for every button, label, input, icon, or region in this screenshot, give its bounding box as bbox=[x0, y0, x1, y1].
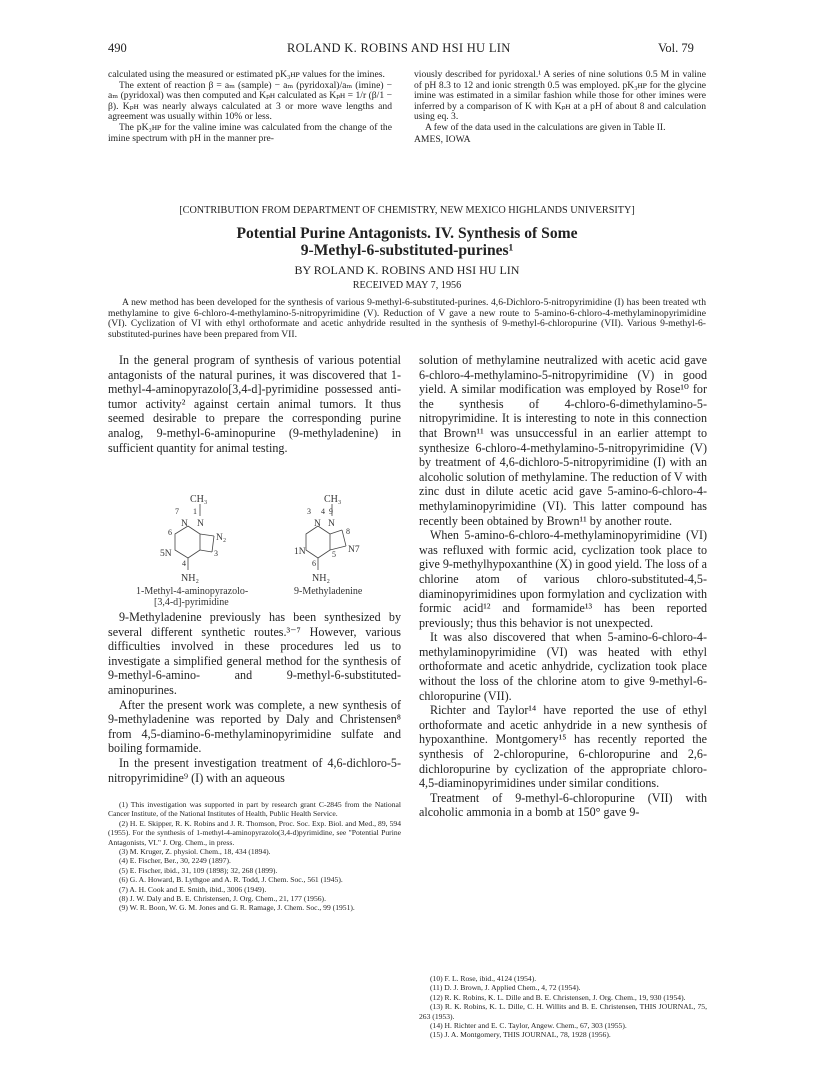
svg-text:1-Methyl-4-aminopyrazolo-: 1-Methyl-4-aminopyrazolo- bbox=[136, 586, 249, 597]
chemical-structures bbox=[108, 490, 401, 608]
footnote: (15) J. A. Montgomery, THIS JOURNAL, 78, 1928 (1956). bbox=[430, 1030, 611, 1040]
paragraph: solution of methylamine neutralized with acetic acid gave 6-chloro-4-methylamino-5-nitropyrimidine (V) in good yield. A similar modification was employed by Rose¹⁰ for the synthesis of 4-chloro-6-dimethylamino-5-nitropyrimidine. It is interesting to note in this connection that Brown¹¹ was unsuccessful in an earlier attempt to synthesize 6-chloro-4-methylamino-5-nitropyrimidine (V) by treatment of 4,6-dichloro-5-nitropyrimidine (I) with an alcoholic solution of methylamine. The reduction of V with zinc dust in dilute acetic acid gave 5-amino-6-chloro-4-methylaminopyrimidine (VI). This latter compound has recently been obtained by Brown¹¹ by another route. bbox=[419, 353, 707, 528]
left-column-top bbox=[108, 353, 401, 455]
svg-text:6: 6 bbox=[168, 528, 172, 537]
footnote: (6) G. A. Howard, B. Lythgoe and A. R. Todd, J. Chem. Soc., 561 (1945). bbox=[119, 875, 343, 885]
footnote: (2) H. E. Skipper, R. K. Robins and J. R. Thomson, Proc. Soc. Exp. Biol. and Med., 89, 594 (1955). For the synthesis of 1-methyl-4-aminopyrazolo(3,4-d)pyrimidine, see "Potential Purine Antagonists, VI." J. Org. Chem., in press. bbox=[108, 818, 401, 847]
volume: Vol. 79 bbox=[658, 41, 694, 55]
svg-text:N: N bbox=[328, 519, 335, 529]
svg-text:[3,4-d]-pyrimidine: [3,4-d]-pyrimidine bbox=[154, 597, 229, 608]
paragraph: calculated using the measured or estimated pK₃ʜᴘ values for the imines. bbox=[108, 69, 385, 80]
footnote: (12) R. K. Robins, K. L. Dille and B. E. Christensen, J. Org. Chem., 19, 930 (1954). bbox=[430, 992, 686, 1002]
footnote: (13) R. K. Robins, K. L. Dille, C. H. Willits and B. E. Christensen, THIS JOURNAL, 75, 263 (1953). bbox=[419, 1002, 707, 1021]
top-left-column bbox=[108, 70, 392, 144]
svg-text:4: 4 bbox=[182, 559, 186, 568]
footnote: (10) F. L. Rose, ibid., 4124 (1954). bbox=[430, 974, 537, 983]
footnote: (9) W. R. Boon, W. G. M. Jones and G. R. Ramage, J. Chem. Soc., 99 (1951). bbox=[119, 903, 355, 913]
running-title: ROLAND K. ROBINS AND HSI HU LIN bbox=[287, 41, 511, 55]
footnote: (8) J. W. Daly and B. E. Christensen, J. Org. Chem., 21, 177 (1956). bbox=[119, 894, 326, 904]
svg-text:CH₃: CH₃ bbox=[324, 494, 342, 505]
paragraph: The extent of reaction β = aₘ (sample) − aₘ (pyridoxal)/aₘ (imine) − aₘ (pyridoxal) was then computed and Kₚʜ calculated as Kₚʜ = 1/r (β/1 − β). Kₚʜ was nearly always calculated at 3 or more wave lengths and agreement was usually within 10% or less. bbox=[108, 79, 392, 123]
paragraph: It was also discovered that when 5-amino-6-chloro-4-methylaminopyrimidine (VI) was heated with ethyl orthoformate and acetic anhydride, cyclization took place without the loss of the chlorine atom to give 9-methyl-6-chloropurine (VII). bbox=[419, 630, 707, 703]
svg-text:1N: 1N bbox=[294, 547, 306, 557]
title-line: Potential Purine Antagonists. IV. Synthesis of Some bbox=[236, 225, 578, 242]
svg-text:N: N bbox=[314, 519, 321, 529]
svg-text:5N: 5N bbox=[160, 549, 172, 559]
title-line: 9-Methyl-6-substituted-purines¹ bbox=[300, 242, 514, 259]
byline: BY ROLAND K. ROBINS AND HSI HU LIN bbox=[294, 263, 520, 277]
svg-text:6: 6 bbox=[312, 559, 316, 568]
methyladenine-structure bbox=[294, 494, 363, 597]
svg-text:1: 1 bbox=[193, 507, 197, 516]
footnote: (5) E. Fischer, ibid., 31, 109 (1898); 32, 268 (1899). bbox=[119, 865, 278, 875]
article-title bbox=[108, 225, 706, 259]
footnote: (1) This investigation was supported in part by research grant C-2845 from the National Cancer Institute, of the National Institutes of Health, Public Health Service. bbox=[108, 800, 401, 819]
abstract: A new method has been developed for the synthesis of various 9-methyl-6-substituted-purines. 4,6-Dichloro-5-nitropyrimidine (I) has been treated wth methylamine to give 6-chloro-4-methylamino-5-nitropyrimidine (V). Reduction of V gave a new route to 5-amino-6-chloro-4-methylaminopyrimidine (VI). Cyclization of VI with ethyl orthoformate and acetic anhydride resulted in the synthesis of 9-methyl-6-chloropurine (VII). Various 9-methyl-6-substituted-purines have been prepared from VII. bbox=[108, 297, 706, 340]
footnote: (7) A. H. Cook and E. Smith, ibid., 3006 (1949). bbox=[119, 884, 267, 894]
svg-text:N₂: N₂ bbox=[216, 533, 227, 543]
paragraph: Treatment of 9-methyl-6-chloropurine (VII) with alcoholic ammonia in a bomb at 150° gave 9- bbox=[419, 790, 707, 820]
svg-text:4: 4 bbox=[321, 507, 325, 516]
left-column-bottom bbox=[108, 610, 401, 785]
svg-text:7: 7 bbox=[175, 507, 179, 516]
footnote: (3) M. Kruger, Z. physiol. Chem., 18, 434 (1894). bbox=[119, 847, 271, 857]
received-date: RECEIVED MAY 7, 1956 bbox=[352, 280, 462, 291]
svg-text:9: 9 bbox=[329, 507, 333, 516]
footnote: (4) E. Fischer, Ber., 30, 2249 (1897). bbox=[119, 856, 231, 866]
page-number: 490 bbox=[108, 41, 127, 55]
svg-text:3: 3 bbox=[307, 507, 311, 516]
svg-text:N7: N7 bbox=[348, 545, 360, 555]
right-footnotes bbox=[419, 974, 707, 1040]
svg-text:5: 5 bbox=[332, 550, 336, 559]
top-right-column bbox=[414, 70, 706, 145]
location: AMES, IOWA bbox=[414, 133, 471, 145]
svg-text:CH₃: CH₃ bbox=[190, 494, 208, 505]
right-column bbox=[419, 353, 707, 820]
paragraph: When 5-amino-6-chloro-4-methylaminopyrimidine (VI) was refluxed with formic acid, cyclization took place to give 9-methylhypoxanthine (X) in good yield. The loss of a chlorine atom of various chloro-substituted-4,5-diaminopyrimidines upon formylation and cyclization with formic acid¹² and formamide¹³ has been reported previously; thus this behavior is not unexpected. bbox=[419, 528, 707, 630]
svg-text:3: 3 bbox=[214, 549, 218, 558]
footnote: (14) H. Richter and E. C. Taylor, Angew. Chem., 67, 303 (1955). bbox=[430, 1021, 627, 1031]
paragraph: In the present investigation treatment of 4,6-dichloro-5-nitropyrimidine⁹ (I) with an aqueous bbox=[108, 755, 401, 785]
paragraph: Richter and Taylor¹⁴ have reported the use of ethyl orthoformate and acetic anhydride in a new synthesis of hypoxanthine. Montgomery¹⁵ has recently reported the synthesis of 2-chloropurine, 6-chloropurine and 2,6-dichloropurine by cyclization of the appropriate chloro-4,5-diaminopyrimidines under similar conditions. bbox=[419, 703, 707, 791]
svg-text:NH₂: NH₂ bbox=[181, 573, 199, 584]
svg-text:9-Methyladenine: 9-Methyladenine bbox=[294, 586, 363, 597]
svg-text:N: N bbox=[197, 519, 204, 529]
footnote: (11) D. J. Brown, J. Applied Chem., 4, 72 (1954). bbox=[430, 983, 581, 993]
left-footnotes bbox=[108, 800, 401, 913]
svg-text:N: N bbox=[181, 519, 188, 529]
paragraph: 9-Methyladenine previously has been synthesized by several different synthetic routes.³⁻⁷ However, various difficulties involved in these procedures led us to investigate a simplified general method for the synthesis of 9-methyl-6-amino- and 9-methyl-6-substituted-aminopurines. bbox=[108, 610, 401, 697]
svg-text:NH₂: NH₂ bbox=[312, 573, 330, 584]
svg-text:8: 8 bbox=[346, 527, 350, 536]
paragraph: In the general program of synthesis of various potential antagonists of the natural purines, it was discovered that 1-methyl-4-aminopyrazolo[3,4-d]-pyrimidine possessed anti-tumor activity² against certain animal tumors. It thus seemed desirable to prepare the corresponding purine analog, 9-methyl-6-aminopurine (9-methyladenine) in sufficient quantity for animal testing. bbox=[108, 353, 401, 455]
paragraph: The pK₃ʜᴘ for the valine imine was calculated from the change of the imine spectrum with pH in the manner pre- bbox=[108, 121, 392, 144]
paragraph: After the present work was complete, a new synthesis of 9-methyladenine was reported by Daly and Christensen⁸ from 4,5-diamino-6-methylaminopyrimidine sulfate and boiling formamide. bbox=[108, 697, 401, 756]
pyrazolopyrimidine-structure bbox=[136, 494, 248, 608]
contribution-line: [CONTRIBUTION FROM DEPARTMENT OF CHEMISTRY, NEW MEXICO HIGHLANDS UNIVERSITY] bbox=[179, 205, 635, 216]
paragraph: viously described for pyridoxal.¹ A series of nine solutions 0.5 M in valine of pH 8.3 to 12 and ionic strength 0.5 was employed. pK₃ʜᴘ for the glycine imine was estimated in a similar fashion while those for other imines were inferred by a comparison of K with Kₚʜ at a pH of about 8 and calculation using eq. 3. bbox=[414, 69, 706, 123]
paragraph: A few of the data used in the calculations are given in Table II. bbox=[425, 121, 666, 133]
